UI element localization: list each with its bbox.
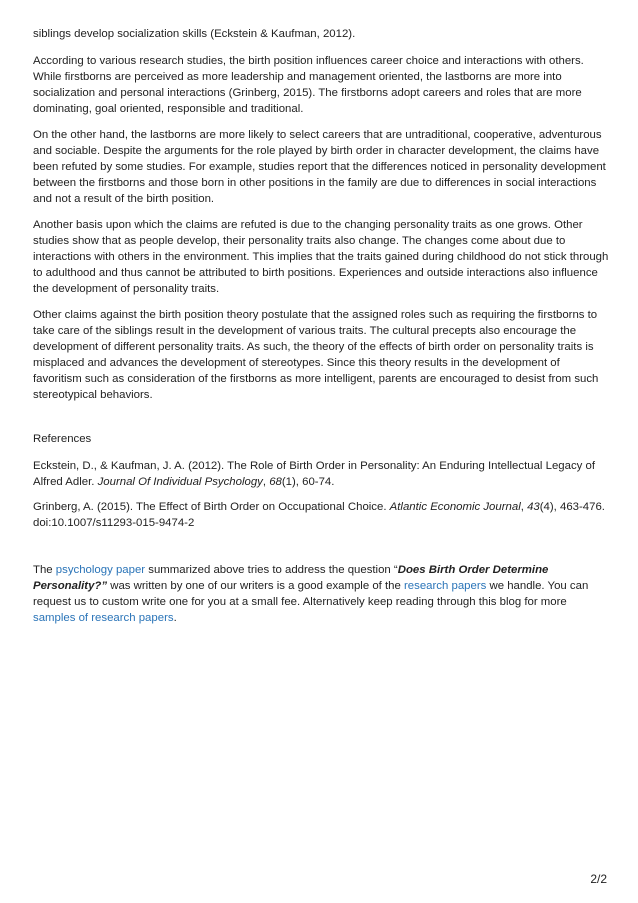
reference-item xyxy=(33,499,609,531)
section-spacer xyxy=(33,540,609,562)
reference-volume: 43 xyxy=(527,501,540,513)
page-number: 2/2 xyxy=(590,872,607,886)
reference-separator: , xyxy=(262,476,270,488)
section-spacer xyxy=(33,413,609,431)
reference-journal: Journal Of Individual Psychology xyxy=(97,476,263,488)
paragraph-1: According to various research studies, the birth position influences career choice and interactions with others. While firstborns are perceived as more leadership and management oriented, the lastborns are more into socialization and personal interactions (Grinberg, 2015). The firstborns adopt careers and roles that are more dominating, goal oriented, responsible and traditional. xyxy=(33,55,584,115)
closing-text: was written by one of our writers is a good example of the xyxy=(107,580,404,592)
closing-text: summarized above tries to address the question “ xyxy=(145,564,398,576)
samples-link[interactable]: samples of research papers xyxy=(33,612,174,624)
closing-text: we handle. You can request us to custom write one for you at a small fee. Alternatively keep reading through this blog for more xyxy=(33,580,589,608)
closing-text: . xyxy=(173,612,177,624)
reference-authors: Eckstein, D., & Kaufman, J. A. (2012). The Role of Birth Order in Personality: An Enduring Intellectual Legacy of Alfred Adler. xyxy=(33,460,596,488)
question-title: Does Birth Order Determine Personality?” xyxy=(33,564,549,592)
closing-text: The xyxy=(33,564,56,576)
reference-list xyxy=(33,458,609,531)
psychology-paper-link[interactable]: psychology paper xyxy=(55,564,146,576)
paragraph-3: Another basis upon which the claims are refuted is due to the changing personality traits as one grows. Other studies show that as people develop, their personality traits also change. The changes come about due to interactions with others in the environment. This implies that the traits gained during childhood do not stick through to adulthood and thus cannot be attributed to birth positions. Experiences and outside interactions also influence the development of personality traits. xyxy=(33,219,609,295)
reference-pages: (1), 60-74. xyxy=(281,476,335,488)
paragraph-4: Other claims against the birth position theory postulate that the assigned roles such as requiring the firstborns to take care of the siblings result in the development of various traits. The cultural precepts also encourage the development of different personality traits. As such, the theory of the effects of birth order on personality traits is misplaced and advances the development of stereotypes. Since this theory results in the development of favoritism such as consideration of the firstborns as more intelligent, parents are encouraged to desist from such stereotypical behaviors. xyxy=(33,309,599,401)
reference-pages: (4), 463-476. doi:10.1007/s11293-015-9474-2 xyxy=(33,501,605,529)
document-page xyxy=(33,26,609,636)
references-heading: References xyxy=(33,433,92,445)
reference-separator: , xyxy=(520,501,528,513)
reference-volume: 68 xyxy=(269,476,282,488)
reference-journal: Atlantic Economic Journal xyxy=(389,501,521,513)
paragraph-2: On the other hand, the lastborns are more likely to select careers that are untraditional, cooperative, adventurous and sociable. Despite the arguments for the role played by birth order in character development, the claims have been refuted by some studies. For example, studies report that the differences noticed in personality development between the firstborns and those born in other positions in the family are due to differences in social interactions and not a result of the birth position. xyxy=(33,129,606,205)
paragraph-0: siblings develop socialization skills (Eckstein & Kaufman, 2012). xyxy=(33,28,356,40)
research-papers-link[interactable]: research papers xyxy=(404,580,487,592)
reference-item xyxy=(33,458,609,490)
reference-authors: Grinberg, A. (2015). The Effect of Birth Order on Occupational Choice. xyxy=(33,501,390,513)
closing-paragraph xyxy=(33,562,609,626)
